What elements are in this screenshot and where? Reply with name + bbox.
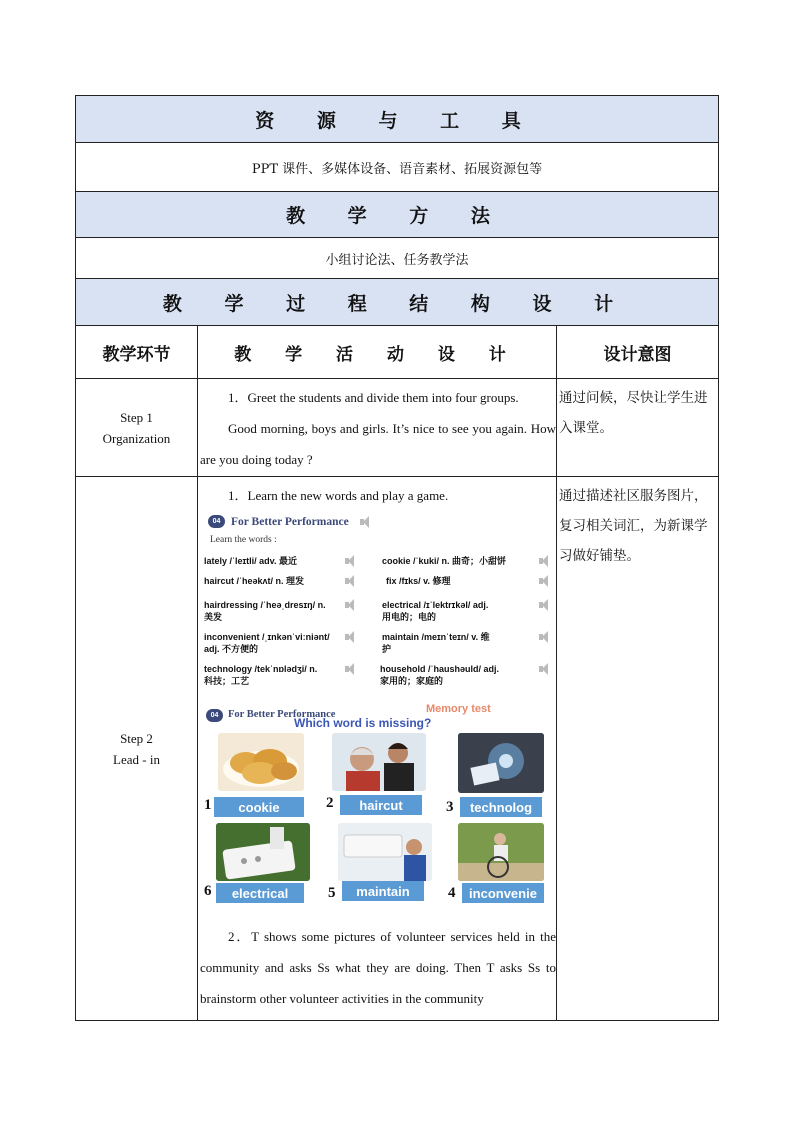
speaker-icon[interactable] [538,555,552,567]
speaker-icon[interactable] [538,631,552,643]
process-title: 教 学 过 程 结 构 设 计 [162,292,632,315]
step1-intent: 通过问候，尽快让学生进入课堂。 [559,390,708,436]
methods-text: 小组讨论法、任务教学法 [325,252,469,268]
item-number: 4 [448,885,456,901]
memory-test-slide [202,703,554,901]
memory-test-label: Memory test [426,703,491,715]
word-item: lately /ˈleɪtli/ adv. 最近 [204,555,374,567]
step1-row [76,379,718,477]
item-number: 6 [204,883,212,899]
speaker-icon[interactable] [359,516,373,528]
word-item: fix /fɪks/ v. 修理 [386,575,556,587]
process-header [76,279,718,326]
speaker-icon[interactable] [344,599,358,611]
maintain-picture [338,823,432,881]
technology-picture [458,733,544,793]
speaker-icon[interactable] [344,663,358,675]
slide2-badge: 04 [206,709,223,722]
resources-title: 资 源 与 工 具 [255,109,539,132]
word-label: electrical [216,883,304,903]
step1-activity [198,379,557,476]
word-label: technolog [460,797,542,817]
step2-stage: Step 2 Lead - in [76,477,198,1020]
speaker-icon[interactable] [344,631,358,643]
inconvenient-picture [458,823,544,881]
speaker-icon[interactable] [538,575,552,587]
methods-title: 教 学 方 法 [286,205,508,227]
step2-activity-p2: 2．T shows some pictures of volunteer services held in the community and asks Ss what they are doing. Then T asks Ss to brainstorm other volunteer activities in the community [200,929,556,1006]
word-item: haircut /ˈheəkʌt/ n. 理发 [204,575,374,587]
item-number: 1 [204,797,212,813]
question-text: Which word is missing? [294,716,432,730]
step1-activity-p1: 1．Greet the students and divide them into four groups. [228,390,519,405]
word-item: cookie /ˈkuki/ n. 曲奇；小甜饼 [382,555,552,567]
methods-header [76,192,718,238]
electrical-picture [216,823,310,881]
item-number: 2 [326,795,334,811]
speaker-icon[interactable] [538,599,552,611]
methods-row [76,238,718,279]
resources-header [76,96,718,143]
word-label: cookie [214,797,304,817]
lesson-plan-table [75,95,719,1021]
vocabulary-slide [202,513,554,693]
slide1-subtitle: Learn the words : [210,535,277,545]
word-item: maintain /meɪnˈteɪn/ v. 维 护 [382,631,552,655]
word-label: haircut [340,795,422,815]
word-item: hairdressing /ˈheəˌdresɪŋ/ n. 美发 [204,599,374,623]
column-intent: 设计意图 [603,344,672,365]
step2-intent: 通过描述社区服务图片，复习相关词汇，为新课学习做好铺垫。 [559,488,708,564]
word-item: electrical /ɪˈlektrɪkəl/ adj. 用电的；电的 [382,599,552,623]
word-item: technology /tekˈnɒlədʒi/ n. 科技；工艺 [204,663,374,687]
speaker-icon[interactable] [344,575,358,587]
column-stage: 教学环节 [76,326,198,378]
word-label: inconvenie [462,883,544,903]
word-item: household /ˈhaushəuld/ adj. 家用的；家庭的 [380,663,552,687]
word-item: inconvenient /ˌɪnkənˈviːniənt/ adj. 不方便的 [204,631,374,655]
step1-stage: Step 1 Organization [76,379,198,476]
haircut-picture [332,733,426,791]
speaker-icon[interactable] [344,555,358,567]
resources-row [76,143,718,192]
resources-text: PPT 课件、多媒体设备、语音素材、拓展资源包等 [251,161,543,177]
slide1-badge: 04 [208,515,225,528]
item-number: 5 [328,885,336,901]
speaker-icon[interactable] [538,663,552,675]
item-number: 3 [446,799,454,815]
slide2-title: For Better Performance [228,709,336,720]
step2-activity-p1: 1．Learn the new words and play a game. [228,488,449,503]
column-header-row [76,326,718,379]
step2-row [76,477,718,1020]
cookie-picture [218,733,304,791]
column-activity: 教 学 活 动 设 计 [198,326,557,378]
step2-activity [198,477,557,1020]
slide1-title: For Better Performance [231,515,349,528]
word-label: maintain [342,881,424,901]
step1-activity-p2: Good morning, boys and girls. It’s nice to see you again. How are you doing today ? [200,421,556,467]
